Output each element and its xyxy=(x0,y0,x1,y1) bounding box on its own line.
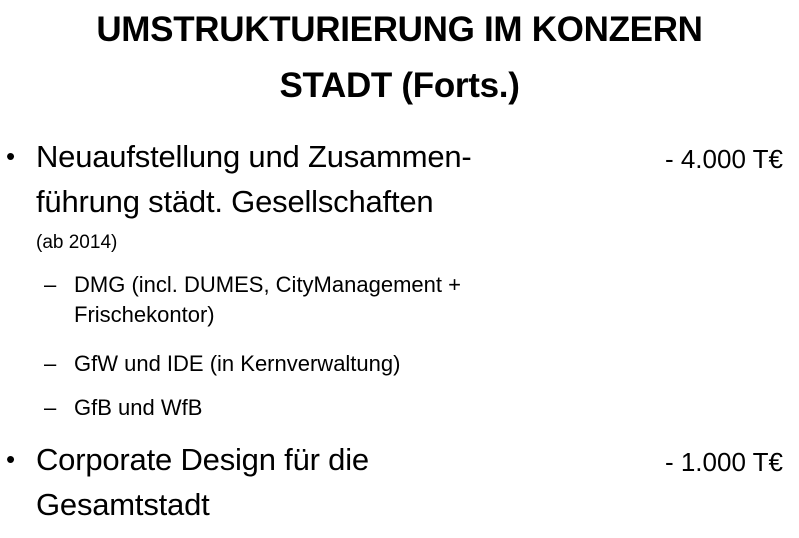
sub-item-text-line-1: DMG (incl. DUMES, CityManagement + xyxy=(74,272,461,297)
sub-item-marker: – xyxy=(44,351,57,376)
sub-item-text xyxy=(74,349,400,379)
bullet-text xyxy=(36,437,369,527)
sub-item-marker: – xyxy=(44,272,57,297)
bullet-marker: • xyxy=(6,444,16,474)
bullet-marker: • xyxy=(6,141,16,171)
sub-item-text xyxy=(74,393,202,423)
sub-item-text xyxy=(74,270,461,330)
bullet-text-line-1: Neuaufstellung und Zusammen- xyxy=(36,139,472,174)
sub-item-text-line-1: GfB und WfB xyxy=(74,395,203,420)
bullet-amount: - 4.000 T€ xyxy=(664,144,783,174)
bullet-text-line-2: Gesamtstadt xyxy=(36,487,210,522)
slide-title-line-2: STADT (Forts.) xyxy=(279,66,520,105)
bullet-amount: - 1.000 T€ xyxy=(664,447,783,477)
slide-title-line-1: UMSTRUKTURIERUNG IM KONZERN xyxy=(96,10,703,49)
sub-item-marker: – xyxy=(44,395,57,420)
sub-item-text-line-1: GfW und IDE (in Kernverwaltung) xyxy=(74,351,401,376)
bullet-text-line-2: führung städt. Gesellschaften xyxy=(36,184,434,219)
bullet-note: (ab 2014) xyxy=(36,232,118,253)
bullet-text xyxy=(36,134,472,224)
sub-item-text-line-2: Frischekontor) xyxy=(74,302,215,327)
bullet-text-line-1: Corporate Design für die xyxy=(36,442,369,477)
slide-title xyxy=(0,2,799,114)
